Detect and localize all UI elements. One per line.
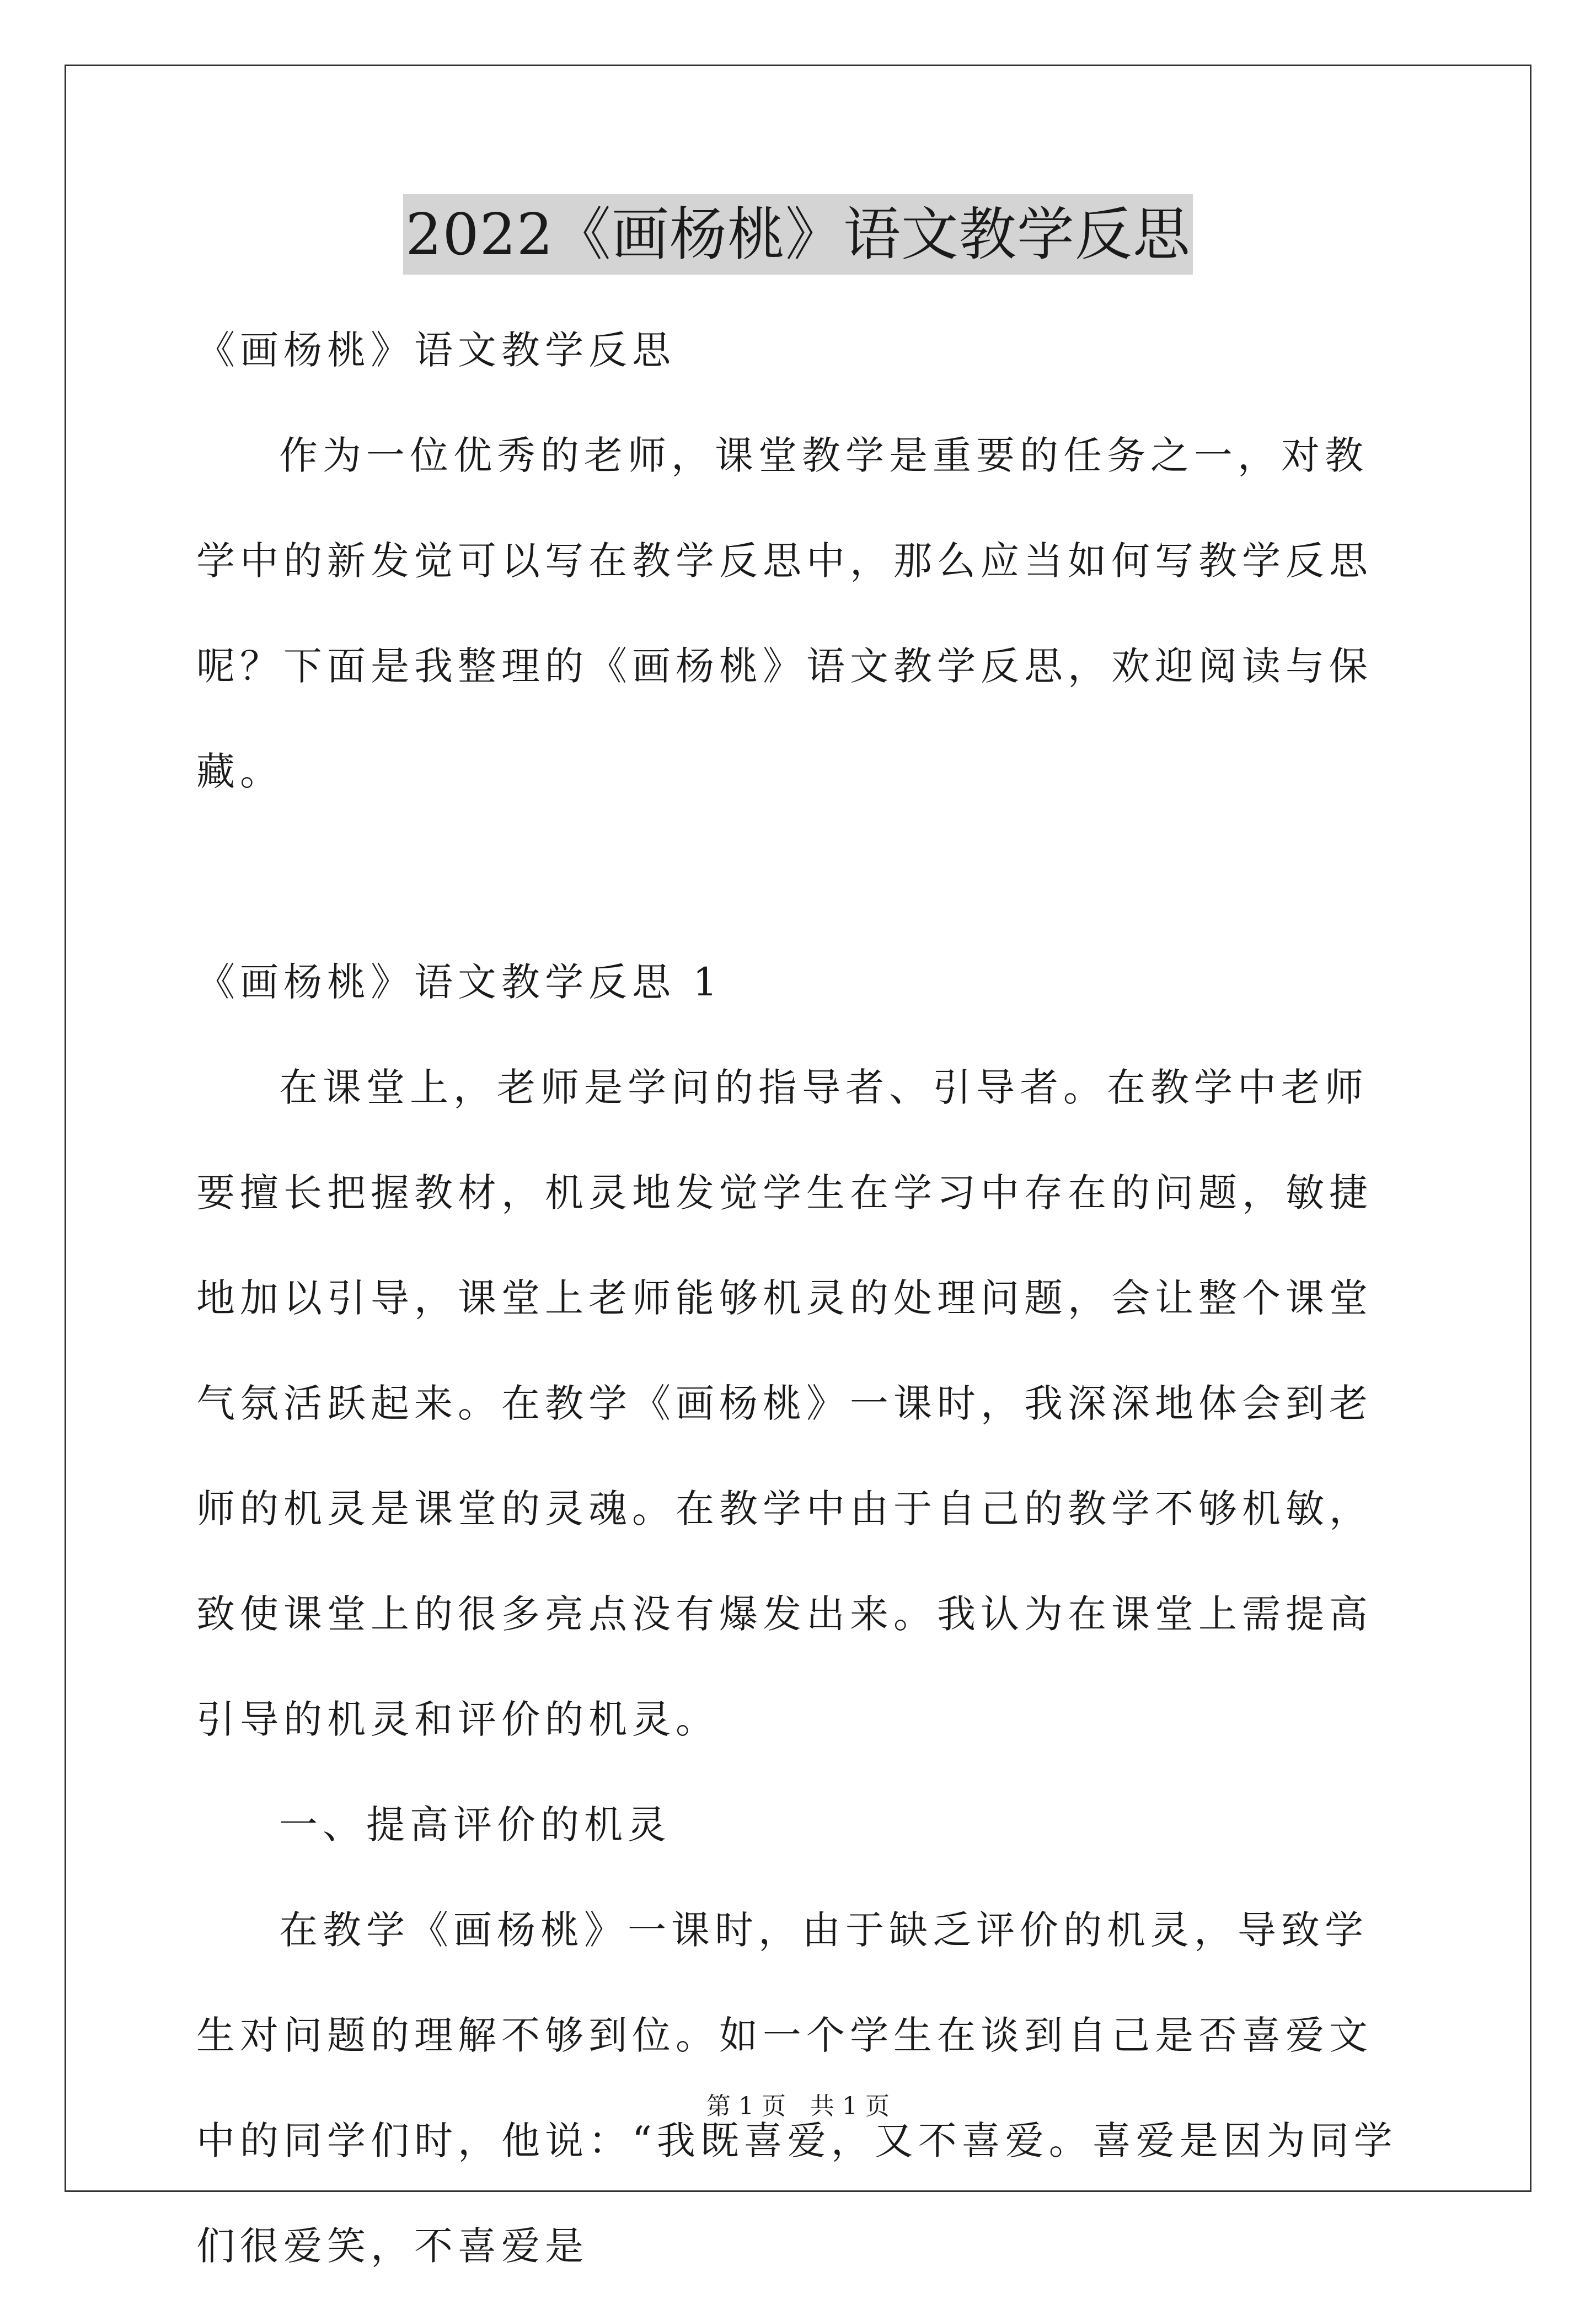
blank-line	[196, 824, 1410, 930]
body-paragraph-1: 在课堂上，老师是学问的指导者、引导者。在教学中老师要擅长把握教材，机灵地发觉学生在学习中存在的问题，敏捷地加以引导，课堂上老师能够机灵的处理问题，会让整个课堂气氛活跃起来。在教学《画杨桃》一课时，我深深地体会到老师的机灵是课堂的灵魂。在教学中由于自己的教学不够机敏，致使课堂上的很多亮点没有爆发出来。我认为在课堂上需提高引导的机灵和评价的机灵。	[196, 1065, 1373, 1742]
intro-paragraph: 作为一位优秀的老师，课堂教学是重要的任务之一，对教学中的新发觉可以写在教学反思中，那么应当如何写教学反思呢？下面是我整理的《画杨桃》语文教学反思，欢迎阅读与保藏。	[196, 433, 1373, 794]
body-paragraph-2: 在教学《画杨桃》一课时，由于缺乏评价的机灵，导致学生对问题的理解不够到位。如一个学生在谈到自己是否喜爱文中的同学们时，他说：“我既喜爱，又不喜爱。喜爱是因为同学们很爱笑，不喜爱是	[196, 1907, 1397, 2269]
page-footer: 第 1 页 共 1 页	[706, 2092, 890, 2120]
section-heading: 《画杨桃》语文教学反思	[196, 328, 676, 373]
section-heading-1: 《画杨桃》语文教学反思 1	[196, 960, 722, 1005]
document-title: 2022《画杨桃》语文教学反思	[403, 194, 1193, 275]
title-container	[0, 194, 1596, 275]
subheading: 一、提高评价的机灵	[279, 1802, 671, 1847]
document-body	[196, 298, 1410, 2299]
